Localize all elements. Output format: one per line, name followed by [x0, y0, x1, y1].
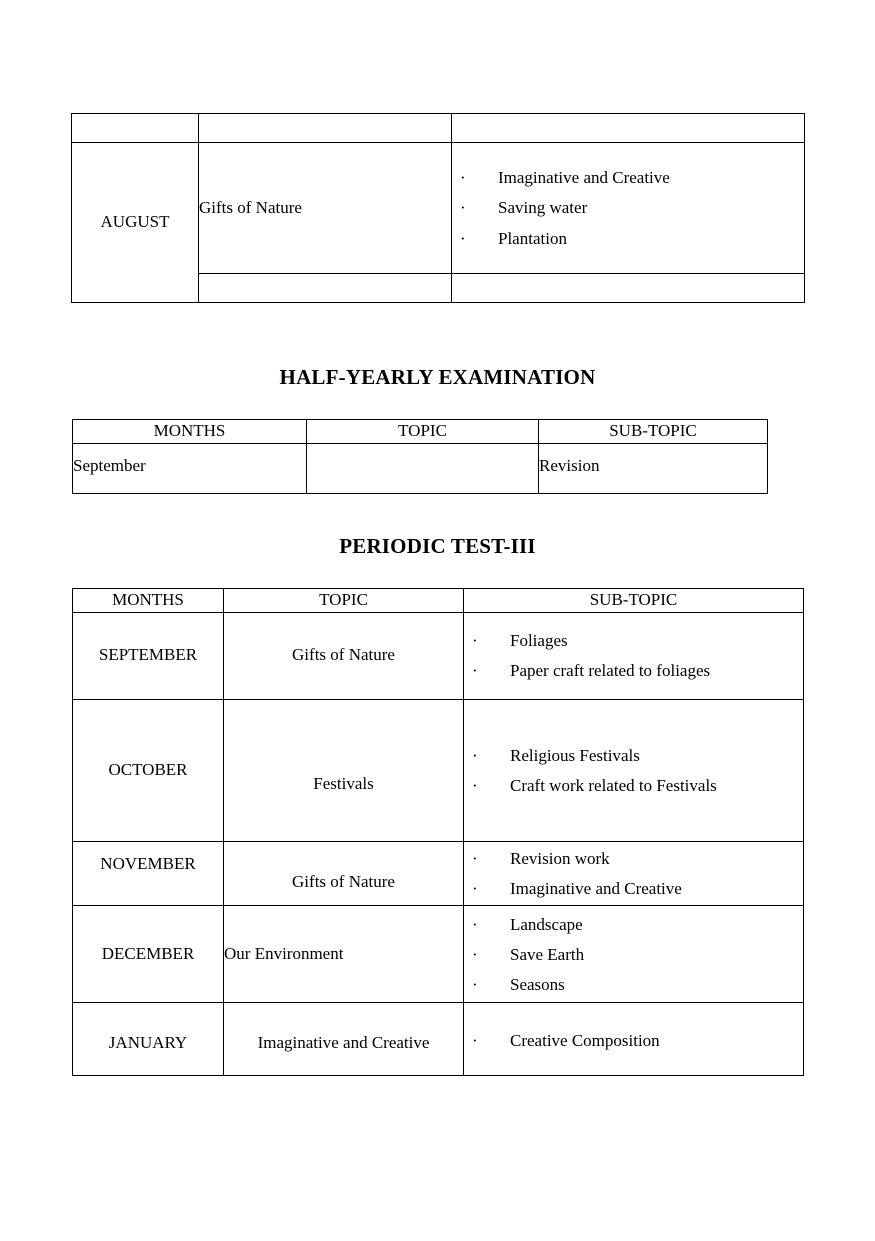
bullet-dot-icon: ·	[460, 228, 466, 248]
bullet-dot-icon: ·	[472, 1030, 478, 1050]
list-item-label: Imaginative and Creative	[510, 879, 682, 899]
list-item-label: Craft work related to Festivals	[510, 775, 717, 795]
october-subtopic-list	[464, 739, 803, 803]
periodic-months-cell-november	[73, 841, 224, 906]
periodic-months-label-november: NOVEMBER	[100, 854, 196, 874]
bullet-dot-icon: ·	[472, 975, 478, 995]
periodic-months-cell-december: DECEMBER	[73, 906, 224, 1003]
list-item-label: Religious Festivals	[510, 745, 640, 765]
table-row	[73, 1003, 804, 1076]
list-item	[464, 848, 803, 869]
list-item	[464, 630, 803, 651]
list-item-label: Paper craft related to foliages	[510, 661, 711, 681]
list-item	[464, 974, 803, 995]
list-item-label: Plantation	[498, 228, 567, 248]
table-row	[73, 906, 804, 1003]
list-item-label: Imaginative and Creative	[498, 168, 670, 188]
periodic-topic-cell-december: Our Environment	[224, 906, 464, 1003]
list-item-label: Saving water	[498, 198, 588, 218]
periodic-subtopic-cell-december	[464, 906, 804, 1003]
list-item	[464, 944, 803, 965]
list-item	[464, 775, 803, 796]
table-row	[73, 699, 804, 841]
periodic-subtopic-cell-january	[464, 1003, 804, 1076]
list-item	[452, 228, 804, 249]
table-row	[73, 841, 804, 906]
half-yearly-months-cell: September	[73, 443, 307, 493]
periodic-subtopic-cell-september	[464, 612, 804, 699]
august-months-cell: AUGUST	[72, 143, 199, 303]
periodic-months-cell-january: JANUARY	[73, 1003, 224, 1076]
august-bottom-topic-cell	[199, 274, 452, 303]
august-bottom-subtopic-cell	[452, 274, 805, 303]
table-row	[72, 114, 805, 143]
bullet-dot-icon: ·	[472, 775, 478, 795]
table-row	[73, 443, 768, 493]
table-row	[72, 143, 805, 274]
january-subtopic-list	[464, 1022, 803, 1057]
bullet-dot-icon: ·	[472, 631, 478, 651]
periodic-topic-label-november: Gifts of Nature	[292, 872, 395, 892]
half-yearly-subtopic-cell: Revision	[539, 443, 768, 493]
periodic-topic-cell-october: Festivals	[224, 699, 464, 841]
august-subtopic-cell	[452, 143, 805, 274]
august-top-subtopic-cell	[452, 114, 805, 143]
list-item	[452, 197, 804, 218]
list-item-label: Creative Composition	[510, 1030, 660, 1050]
column-header-topic: TOPIC	[224, 589, 464, 613]
periodic-months-cell-september: SEPTEMBER	[73, 612, 224, 699]
periodic-test-3-table	[72, 588, 804, 1076]
list-item	[452, 167, 804, 188]
table-row	[73, 612, 804, 699]
periodic-subtopic-cell-november	[464, 841, 804, 906]
bullet-dot-icon: ·	[472, 848, 478, 868]
november-subtopic-list	[464, 842, 803, 906]
column-header-months: MONTHS	[73, 420, 307, 444]
periodic-months-cell-october: OCTOBER	[73, 699, 224, 841]
list-item-label: Foliages	[510, 631, 568, 651]
list-item	[464, 878, 803, 899]
column-header-subtopic: SUB-TOPIC	[539, 420, 768, 444]
bullet-dot-icon: ·	[460, 168, 466, 188]
bullet-dot-icon: ·	[472, 661, 478, 681]
bullet-dot-icon: ·	[472, 944, 478, 964]
bullet-dot-icon: ·	[460, 198, 466, 218]
december-subtopic-list	[464, 908, 803, 1002]
august-topic-cell: Gifts of Nature	[199, 143, 452, 274]
list-item-label: Revision work	[510, 848, 610, 868]
table-header-row	[73, 589, 804, 613]
half-yearly-topic-cell	[307, 443, 539, 493]
periodic-topic-cell-september: Gifts of Nature	[224, 612, 464, 699]
bullet-dot-icon: ·	[472, 914, 478, 934]
august-subtopic-list	[452, 161, 804, 255]
august-schedule-table	[71, 113, 805, 303]
list-item	[464, 745, 803, 766]
periodic-test-3-heading: PERIODIC TEST-III	[339, 534, 536, 558]
list-item	[464, 1030, 803, 1051]
periodic-topic-cell-january: Imaginative and Creative	[224, 1003, 464, 1076]
half-yearly-heading: HALF-YEARLY EXAMINATION	[279, 365, 596, 389]
list-item-label: Landscape	[510, 914, 583, 934]
periodic-subtopic-cell-october	[464, 699, 804, 841]
list-item	[464, 914, 803, 935]
august-top-topic-cell	[199, 114, 452, 143]
list-item	[464, 660, 803, 681]
periodic-topic-cell-november	[224, 841, 464, 906]
bullet-dot-icon: ·	[472, 745, 478, 765]
column-header-subtopic: SUB-TOPIC	[464, 589, 804, 613]
list-item-label: Save Earth	[510, 944, 585, 964]
list-item-label: Seasons	[510, 975, 565, 995]
table-header-row	[73, 420, 768, 444]
august-top-months-cell	[72, 114, 199, 143]
column-header-topic: TOPIC	[307, 420, 539, 444]
bullet-dot-icon: ·	[472, 879, 478, 899]
half-yearly-table	[72, 419, 768, 494]
column-header-months: MONTHS	[73, 589, 224, 613]
september-subtopic-list	[464, 624, 803, 688]
